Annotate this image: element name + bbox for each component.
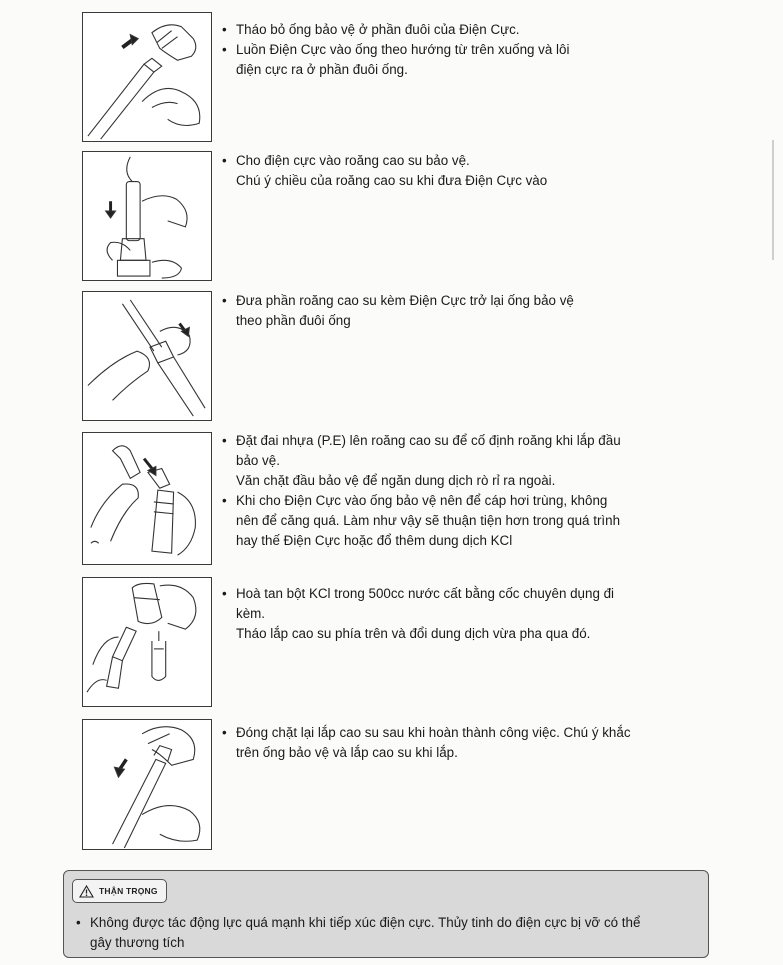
page-edge-mark [772, 140, 774, 260]
step-4-line-2: bảo vệ. [236, 453, 280, 468]
step-5-text [222, 584, 662, 644]
step-2-line-2: Chú ý chiều của roăng cao su khi đưa Điện Cực vào [236, 173, 548, 188]
step-5-line-2: kèm. [236, 606, 266, 621]
step-4-line-1: • Đặt đai nhựa (P.E) lên roăng cao su để cố định roăng khi lắp đầu [222, 431, 662, 451]
step-1-line-1: • Tháo bỏ ống bảo vệ ở phần đuôi của Điện Cực. [222, 20, 662, 40]
step-2-illustration [82, 151, 212, 281]
step-5-line-3: Tháo lắp cao su phía trên và đổi dung dịch vừa pha qua đó. [236, 626, 591, 641]
step-5-line-1: • Hoà tan bột KCl trong 500cc nước cất bằng cốc chuyên dụng đi [222, 584, 662, 604]
warning-triangle-icon [79, 885, 94, 898]
step-4-line-6: hay thế Điện Cực hoặc đổ thêm dung dịch KCl [236, 533, 513, 548]
caution-badge [72, 879, 167, 903]
step-1-illustration [82, 12, 212, 142]
step-4-line-5: nên để căng quá. Làm như vậy sẽ thuận tiện hơn trong quá trình [236, 513, 621, 528]
step-6-illustration [82, 719, 212, 850]
step-4-illustration [82, 432, 212, 565]
step-3-illustration [82, 291, 212, 421]
caution-label: THẬN TRỌNG [99, 886, 158, 896]
step-4-text [222, 431, 662, 551]
step-4-line-3: Văn chặt đầu bảo vệ để ngăn dung dịch rò rỉ ra ngoài. [236, 473, 556, 488]
caution-line-1: • Không được tác động lực quá mạnh khi tiếp xúc điện cực. Thủy tinh do điện cực bị vỡ có thể [76, 913, 696, 933]
step-1-text [222, 20, 662, 80]
caution-text [76, 913, 696, 953]
step-3-line-2: theo phần đuôi ống [236, 313, 351, 328]
step-3-text [222, 291, 662, 331]
caution-line-2: gây thương tích [90, 935, 185, 950]
step-6-line-2: trên ống bảo vệ và lắp cao su khi lắp. [236, 745, 458, 760]
step-5-illustration [82, 577, 212, 707]
step-3-line-1: • Đưa phần roăng cao su kèm Điện Cực trở lại ống bảo vệ [222, 291, 662, 311]
caution-box [63, 870, 709, 958]
step-6-line-1: • Đóng chặt lại lắp cao su sau khi hoàn thành công việc. Chú ý khắc [222, 723, 662, 743]
step-6-text [222, 723, 662, 763]
step-4-line-4: • Khi cho Điện Cực vào ống bảo vệ nên để cáp hơi trùng, không [222, 491, 662, 511]
step-1-line-2: • Luồn Điện Cực vào ống theo hướng từ trên xuống và lôi [222, 40, 662, 60]
step-2-text [222, 151, 662, 191]
step-1-line-3: điện cực ra ở phần đuôi ống. [236, 62, 408, 77]
step-2-line-1: • Cho điện cực vào roăng cao su bảo vệ. [222, 151, 662, 171]
